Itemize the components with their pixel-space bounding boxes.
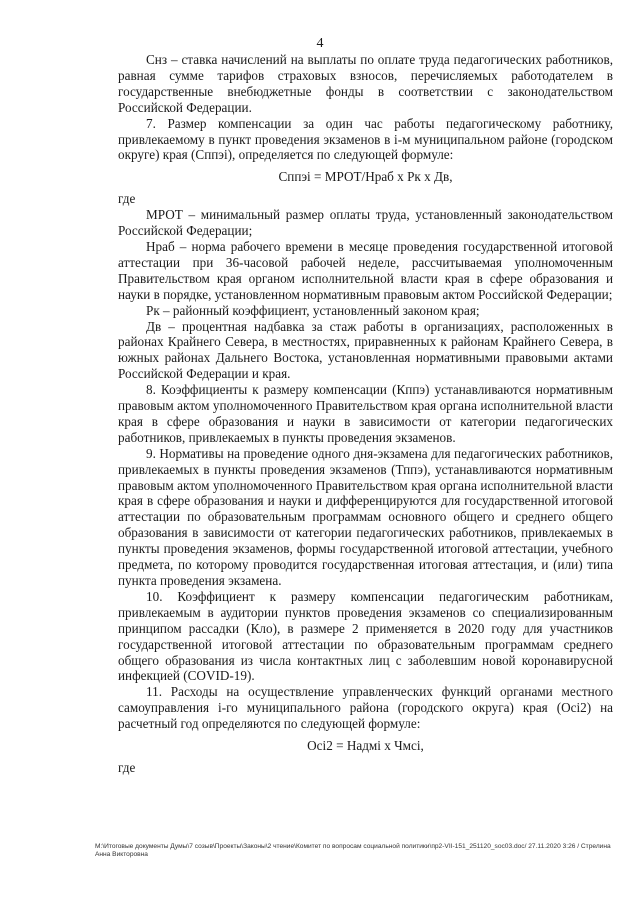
where-label-1: где	[118, 191, 136, 207]
definition-nrab: Нраб – норма рабочего времени в месяце проведения государственной итоговой аттестации при 36-часовой рабочей неделе, рассчитываемая уполномоченным Правительством края органом исполнительной власти края в сфере образования и науки в порядке, установленном нормативным правовым актом Российской Федерации;	[118, 238, 613, 302]
paragraph-9: 9. Нормативы на проведение одного дня-экзамена для педагогических работников, привлекаемых в пункты проведения экзаменов (Тппэ), устанавливаются нормативным правовым актом уполномоченного Правительством края органа исполнительной власти края в сфере образования и науки и дифференцируются для государственной итоговой аттестации по образовательным программам основного общего и среднего общего образования в зависимости от категории педагогических работников, привлекаемых в пункты проведения экзаменов, формы государственной итоговой аттестации, учебного предмета, по которому проводится государственная итоговая аттестация, и (или) типа пункта проведения экзамена.	[118, 445, 613, 588]
where-label-2: где	[118, 759, 136, 775]
page-number: 4	[316, 36, 324, 51]
file-path-footer: M:\Итоговые документы Думы\7 созыв\Проекты\Законы\2 чтение\Комитет по вопросам социальной политики\пр2-VII-151_251120_soc03.doc/ 27.11.2020 3:26 / Стрелина Анна Викторовна	[95, 843, 611, 859]
definition-rk: Рк – районный коэффициент, установленный законом края;	[146, 302, 480, 318]
paragraph-snz: Снз – ставка начислений на выплаты по оплате труда педагогических работников, равная сумме тарифов страховых взносов, перечисляемых работодателем в государственные внебюджетные фонды в соответствии с законодательством Российской Федерации.	[118, 52, 613, 115]
document-body	[118, 52, 613, 776]
definition-dv: Дв – процентная надбавка за стаж работы в организациях, расположенных в районах Крайнего Севера, в местностях, приравненных к районам Крайнего Севера, в южных районах Дальнего Востока, установленная нормативными правовыми актами Российской Федерации и края.	[118, 318, 613, 382]
formula-osi2: Осi2 = Надмi х Чмсi,	[307, 738, 424, 754]
definition-mrot: МРОТ – минимальный размер оплаты труда, установленный законодательством Российской Федерации;	[118, 207, 613, 239]
paragraph-10: 10. Коэффициент к размеру компенсации педагогическим работникам, привлекаемым в аудитории пунктов проведения экзаменов со специализированным принципом рассадки (Кло), в размере 2 применяется в 2020 году для участников государственной итоговой аттестации по образовательным программам среднего общего образования из числа контактных лиц с заболевшим новой коронавирусной инфекцией (COVID-19).	[118, 588, 613, 684]
paragraph-8: 8. Коэффициенты к размеру компенсации (Кппэ) устанавливаются нормативным правовым актом уполномоченного Правительством края органа исполнительной власти края в сфере образования и науки в зависимости от категории педагогических работников, привлекаемых в пункты проведения экзаменов.	[118, 382, 613, 445]
paragraph-11: 11. Расходы на осуществление управленческих функций органами местного самоуправления i-го муниципального района (городского округа) края (Осi2) на расчетный год определяются по следующей формуле:	[118, 684, 613, 732]
paragraph-7: 7. Размер компенсации за один час работы педагогическому работнику, привлекаемому в пункт проведения экзаменов в i-м муниципальном районе (городском округе) края (Сппэi), определяется по следующей формуле:	[118, 115, 613, 163]
formula-cppe: Сппэi = МРОТ/Нраб х Рк х Дв,	[278, 169, 453, 185]
